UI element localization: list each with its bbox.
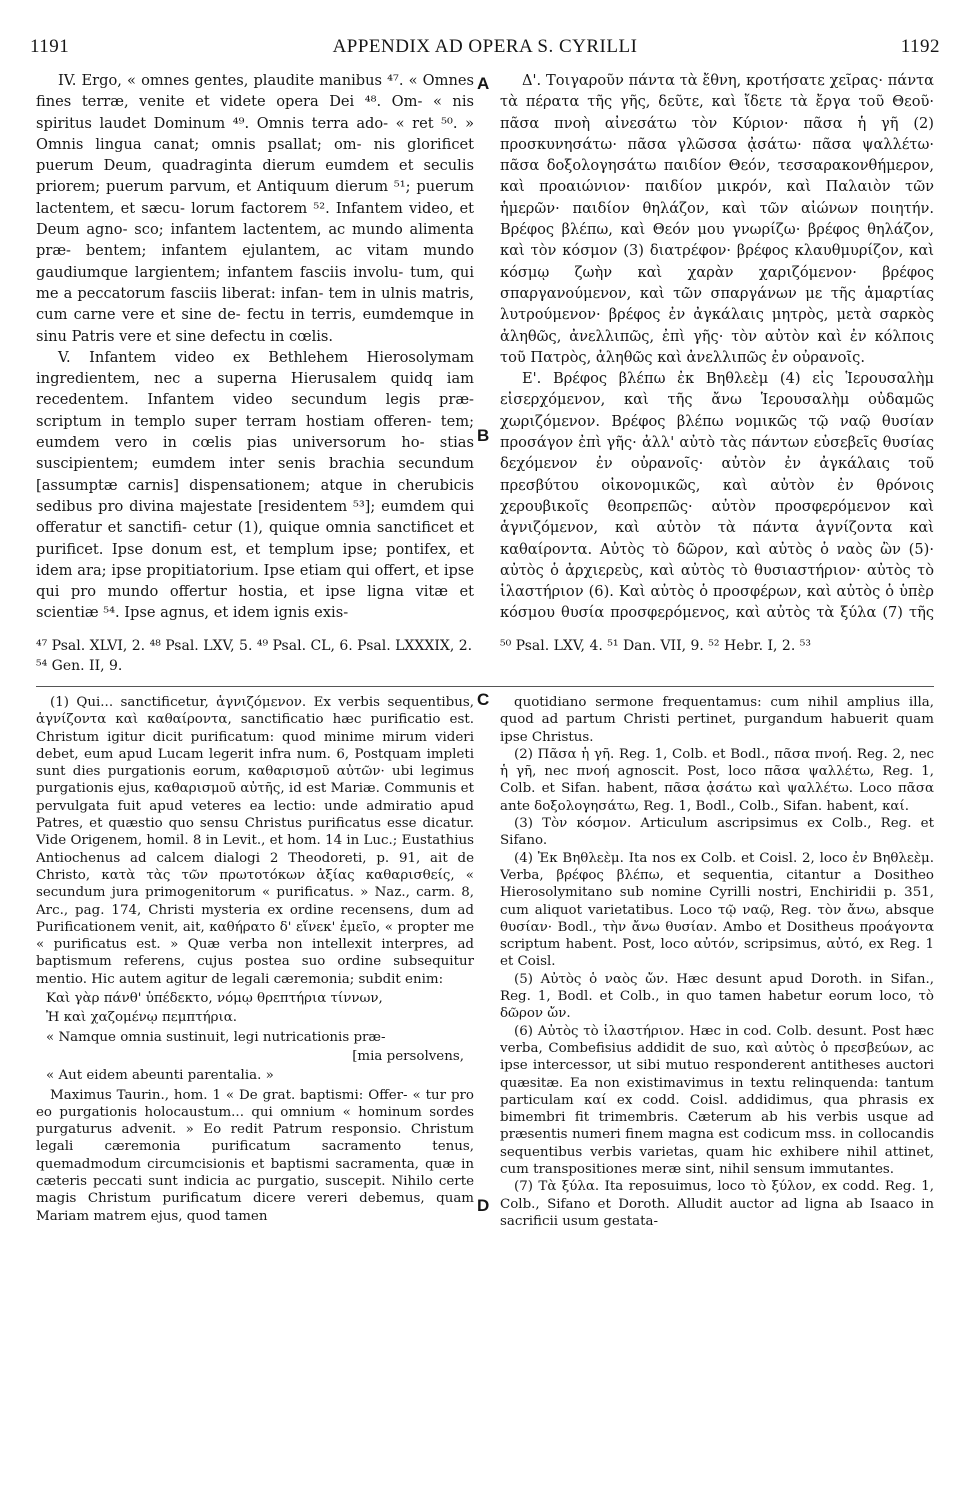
- section-marker-c: C: [477, 690, 490, 709]
- latin-paragraph-5: V. Infantem video ex Bethlehem Hierosolymam ingredientem, nec a superna Hierusalem quidq iam recedentem. Infantem video secundum legis præ- scriptum in templo super terram hostiam offeren- tem; eumdem vero in cœlis pias universorum ho- stias suscipientem; eumdem inter senis brachia secundum [assumptæ carnis] dispensationem; atque in cherubicis sedibus pro divina majestate [residentem ⁵³]; eumdem qui offeratur et sanctifi- cetur (1), quique omnia sanctificet et purificet. Ipse donum est, et templum ipse; pontifex, et idem ara; ipse propitiatorium. Ipse etiam qui offert, et ipse qui pro mundo offertur hostia, et ipse ligna vitæ et scientiæ ⁵⁴. Ipse agnus, et idem ignis exis-: [36, 348, 474, 622]
- scripture-refs-right: [500, 636, 934, 680]
- notes-right-column: [500, 694, 934, 1484]
- note-2: (2) Πᾶσα ἡ γῆ. Reg. 1, Colb. et Bodl., πᾶσα πνοή. Reg. 2, nec ἡ γῆ, nec πνοή agnoscit. Post, loco πᾶσα ψαλλέτω, Reg. 1, Colb. et Sifan. habent, πᾶσα ᾀσάτω καὶ ψαλλέτω. Loco πᾶσα ante δοξολογησάτω, Reg. 1, Bodl., Colb., Sifan. habent, καί.: [500, 746, 934, 814]
- running-title: APPENDIX AD OPERA S. CYRILLI: [332, 36, 638, 57]
- section-marker-d: D: [477, 1196, 490, 1215]
- greek-paragraph-4: Δ'. Τοιγαροῦν πάντα τὰ ἔθνη, κροτήσατε χεῖρας· πάντα τὰ πέρατα τῆς γῆς, δεῦτε, καὶ ἴδετε τὰ ἔργα τοῦ Θεοῦ· πᾶσα πνοὴ αἰνεσάτω τὸν Κύριον· πᾶσα ἡ γῆ (2) προσκυνησάτω· πᾶσα γλῶσσα ᾀσάτω· πᾶσα ψαλλέτω· πᾶσα δοξολογησάτω παιδίον Θεόν, τεσσαρακονθήμερον, καὶ προαιώνιον· παιδίον μικρόν, καὶ Παλαιὸν τῶν ἡμερῶν· παιδίον θηλάζον, καὶ τῶν αἰώνων ποιητήν. Βρέφος βλέπω, καὶ Θεόν μου γνωρίζω· βρέφος θηλάζον, καὶ τὸν κόσμον (3) διατρέφον· βρέφος κλαυθμυρίζον, καὶ κόσμῳ ζωὴν καὶ χαρὰν χαριζόμενον· βρέφος σπαργανούμενον, καὶ τῶν σπαργάνων με τῆς ἁμαρτίας λυτρούμενον· βρέφος ἐν ἀγκάλαις μητρὸς, μετὰ σαρκὸς ἀληθῶς, ἀνελλιπῶς, ἐπὶ γῆς· τὸν αὐτὸν καὶ ἐν κόλποις τοῦ Πατρὸς, ἀληθῶς καὶ ἀνελλιπῶς ἐν οὐρανοῖς.: [500, 72, 934, 366]
- greek-paragraph-5: Ε'. Βρέφος βλέπω ἐκ Βηθλεὲμ (4) εἰς Ἱερουσαλὴμ εἰσερχόμενον, καὶ τῆς ἄνω Ἱερουσαλὴμ οὐδαμῶς χωριζόμενον. Βρέφος βλέπω νομικῶς τῷ ναῷ θυσίαν προσάγον ἐπὶ γῆς· ἀλλ' αὐτὸ τὰς πάντων εὐσεβεῖς θυσίας δεχόμενον ἐν οὐρανοῖς· αὐτὸν ἐν ἀγκάλαις τοῦ πρεσβύτου οἰκονομικῶς, καὶ αὐτὸν ἐν θρόνοις χερουβικοῖς θεοπρεπῶς· αὐτὸν προσφερόμενον καὶ ἁγνιζόμενον, καὶ αὐτὸν τὰ πάντα ἁγνίζοντα καὶ καθαίροντα. Αὐτὸς τὸ δῶρον, καὶ αὐτὸς ὁ ναὸς ὢν (5)· αὐτὸς ὁ ἀρχιερεὺς, καὶ αὐτὸς τὸ θυσιαστήριον· αὐτὸς τὸ ἱλαστήριον (6). Καὶ αὐτὸς ὁ προσφέρων, καὶ αὐτὸς ὁ ὑπὲρ κόσμου θυσία προσφερόμενος, καὶ αὐτὸς τὰ ξύλα (7) τῆς: [500, 370, 934, 622]
- greek-text-column: [500, 70, 934, 625]
- latin-paragraph-4: IV. Ergo, « omnes gentes, plaudite manibus ⁴⁷. « Omnes fines terræ, venite et videte opera Dei ⁴⁸. Om- « nis spiritus laudet Dominum ⁴⁹. Omnis terra ado- « ret ⁵⁰. » Omnis lingua canat; omnis psallat; om- nis glorificet puerum Deum, quadraginta dierum eumdem et seculis priorem; puerum parvum, et Antiquum dierum ⁵¹; puerum lactentem, et sæcu- lorum factorem ⁵². Infantem video, et Deum agno- sco; infantem lactentem, ac mundo alimenta præ- bentem; infantem ejulantem, ac vitam mundo gaudiumque largientem; infantem fasciis involu- tum, qui me a peccatorum fasciis liberat: infan- tem in ulnis matris, cum carne vere et sine de- fectu in terris, eumdemque in sinu Patris vere et sine defectu in cœlis.: [36, 72, 474, 345]
- latin-text-column: [36, 70, 474, 625]
- page-header: [30, 36, 940, 60]
- section-marker-b: B: [477, 426, 490, 445]
- refs-right-text: ⁵⁰ Psal. LXV, 4. ⁵¹ Dan. VII, 9. ⁵² Hebr. I, 2. ⁵³: [500, 638, 811, 654]
- scripture-refs-left: [36, 636, 474, 680]
- note-1-end: quotidiano sermone frequentamus: cum nihil amplius illa, quod ad partum Christi pertinet, purgandum habuerit quam ipse Christus.: [500, 695, 934, 745]
- note-3: (3) Τὸν κόσμον. Articulum ascripsimus ex Colb., Reg. et Sifano.: [500, 816, 934, 849]
- greek-verse-1: Καὶ γὰρ πάνθ' ὑπέδεκτο, νόμῳ θρεπτήρια τίννων,: [46, 991, 383, 1007]
- refs-left-text: ⁴⁷ Psal. XLVI, 2. ⁴⁸ Psal. LXV, 5. ⁴⁹ Psal. CL, 6. Psal. LXXXIX, 2. ⁵⁴ Gen. II, 9.: [36, 638, 473, 674]
- note-1: (1) Qui... sanctificetur, ἁγνιζόμενον. Ex verbis sequentibus, ἁγνίζοντα καὶ καθαίροντα, sanctificatio hæc purificatio est. Christum igitur dicit purificatum: quod minime mirum videri debet, eum apud Lucam legerit infra num. 6, Postquam impleti sunt dies purgationis eorum, καθαρισμοῦ αὐτῶν· ubi legimus purgationis ejus, καθαρισμοῦ αὐτῆς, id est Mariæ. Communis et pervulgata fuit apud veteres ea lectio: unde admiratio apud Patres, et quæstio quo sensu Christus purificatus esse dicatur. Vide Origenem, homil. 8 in Levit., et hom. 14 in Luc.; Eustathius Antiochenus ad calcem dialogi 2 Theodoreti, p. 91, ait de Christo, κατὰ τὰς τῶν πρωτοτόκων ἀξίας καθαρισθείς, « secundum jura primogenitorum « purificatus. » Naz., carm. 8, Arc., pag. 174, Christi mysteria ex ordine recensens, dum ad Purificationem venit, ait, καθήρατο δ' εἵνεκ' ἐμεῖο, « propter me « purificatus est. » Quæ verba non intellexit interpres, ad baptismum referens, cujus postea suo ordine subsequitur mentio. Hic autem agitur de legali cæremonia; subdit enim:: [36, 695, 474, 987]
- section-marker-a: A: [477, 74, 490, 93]
- note-4: (4) Ἐκ Βηθλεὲμ. Ita nos ex Colb. et Coisl. 2, loco ἐν Βηθλεὲμ. Verba, βρέφος βλέπω, et sequentia, citantur a Dositheo Hierosolymitano sub nomine Cyrilli nostri, Enchiridii p. 351, cum aliquot varietatibus. Loco τῷ ναῷ, Reg. τὸν ἄνω, absque θυσίαν· Bodl., τὴν ἄνω θυσίαν. Ambo et Dositheus προάγοντα scriptum habent. Post, loco αὐτόν, scripsimus, αὐτό, ex Reg. 1 et Coisl.: [500, 850, 934, 970]
- notes-divider: [36, 686, 934, 687]
- latin-verse-1: « Namque omnia sustinuit, legi nutricationis præ-: [46, 1029, 386, 1045]
- greek-verse-2: Ἠ καὶ χαζομένῳ πεμπτήρια.: [46, 1010, 238, 1026]
- left-page-number: 1191: [30, 36, 70, 57]
- notes-left-column: [36, 694, 474, 1484]
- latin-verse-1-cont: [mia persolvens,: [352, 1048, 464, 1064]
- note-7: (7) Τὰ ξύλα. Ita reposuimus, loco τὸ ξύλον, ex codd. Reg. 1, Colb., Sifano et Doroth. Alludit auctor ad ligna ab Isaaco in sacrificii usum gestata-: [500, 1179, 934, 1229]
- note-6: (6) Αὐτὸς τὸ ἱλαστήριον. Hæc in cod. Colb. desunt. Post hæc verba, Combefisius addidit de suo, καὶ αὐτὸς ὁ πρεσβεύων, ac ipse intercessor, ut sibi mutuo responderent antitheses auctori quæsitæ. Ea non existimavimus in textu relinquenda: tantum particulam καί ex codd. Coisl. addidimus, qua phrasis ex bimembri fit trimembris. Cæterum ab his verbis usque ad præsentis numeri finem magna est codicum mss. in collocandis sequentibus verbis varietas, quam hic exhibere nihil attinet, cum transpositiones meræ sint, nihil sensum immutantes.: [500, 1023, 934, 1178]
- note-1-cont: Maximus Taurin., hom. 1 « De grat. baptismi: Offer- « tur pro eo purgationis holocaustum... qui omnium « hominum sordes purgaturus advenit. » Eo redit Patrum responsio. Christum legali cæremonia purificatum sacramento tenus, quemadmodum circumcisionis et baptismi sacramenta, quæ in cæteris peccati sunt indicia ac purgatio, suscepit. Nihilo certe magis Christum purificatum dicere vereri debemus, quam Mariam matrem ejus, quod tamen: [36, 1087, 474, 1224]
- latin-verse-2: « Aut eidem abeunti parentalia. »: [46, 1068, 274, 1084]
- note-5: (5) Αὐτὸς ὁ ναὸς ὤν. Hæc desunt apud Doroth. in Sifan., Reg. 1, Bodl. et Colb., in quo tamen habetur eorum loco, τὸ δῶρον ὤν.: [500, 971, 934, 1022]
- right-page-number: 1192: [900, 36, 940, 57]
